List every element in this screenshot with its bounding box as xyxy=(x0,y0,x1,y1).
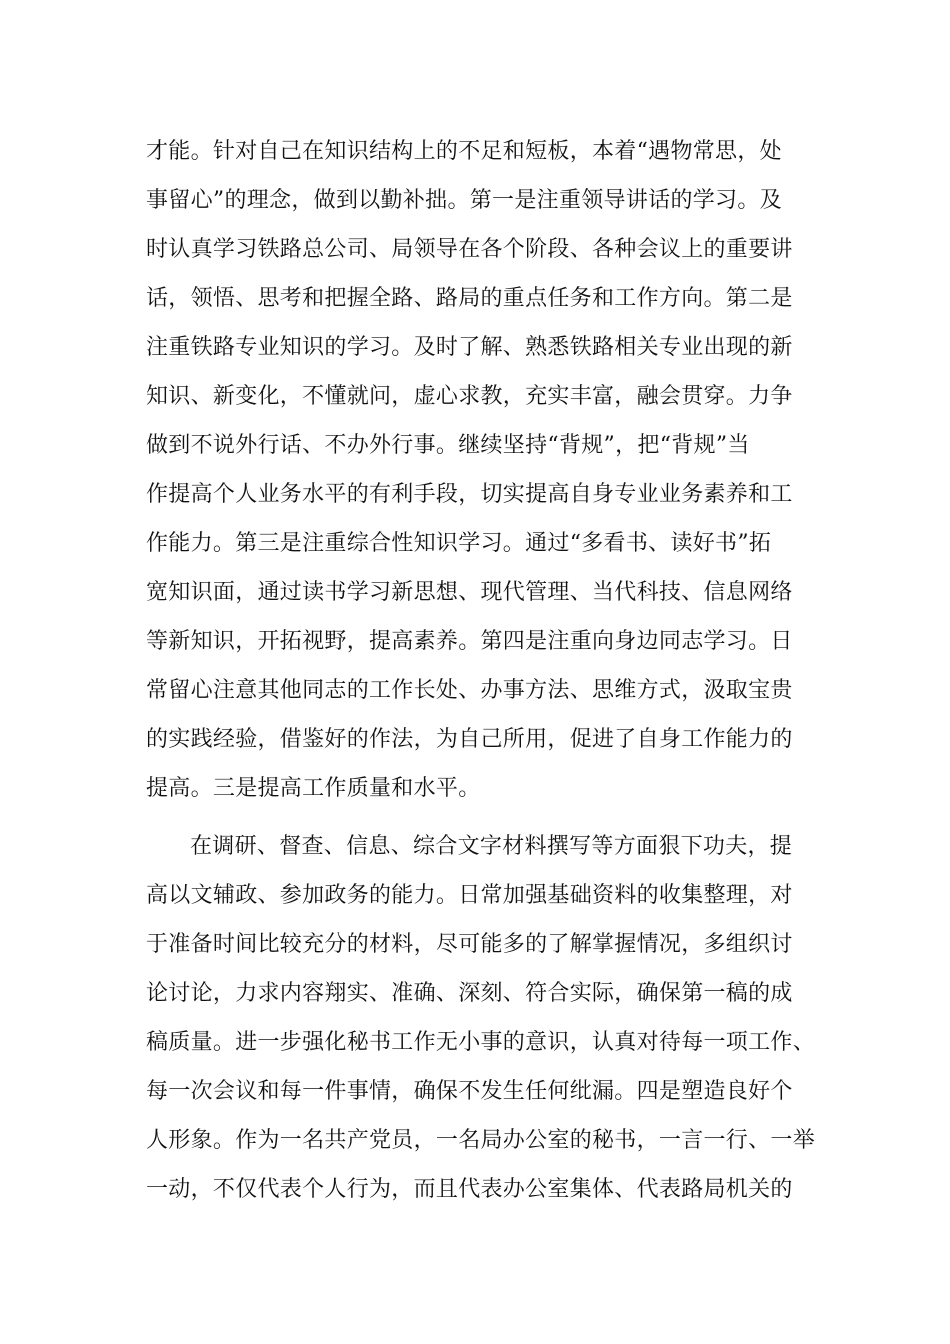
text-line: 知识、新变化，不懂就问，虚心求教，充实丰富，融会贯穿。力争 xyxy=(146,384,793,409)
text-line: 高以文辅政、参加政务的能力。日常加强基础资料的收集整理，对 xyxy=(146,883,793,908)
text-line: 每一次会议和每一件事情，确保不发生任何纰漏。四是塑造良好个 xyxy=(146,1079,793,1104)
text-line: 常留心注意其他同志的工作长处、办事方法、思维方式，汲取宝贵 xyxy=(146,678,793,703)
text-line: 于准备时间比较充分的材料，尽可能多的了解掌握情况，多组织讨 xyxy=(146,932,793,957)
text-line: 才能。针对自己在知识结构上的不足和短板，本着“遇物常思，处 xyxy=(146,139,782,164)
text-line: 等新知识，开拓视野，提高素养。第四是注重向身边同志学习。日 xyxy=(146,629,793,654)
text-line: 稿质量。进一步强化秘书工作无小事的意识，认真对待每一项工作、 xyxy=(146,1030,816,1055)
text-line: 事留心”的理念，做到以勤补拙。第一是注重领导讲话的学习。及 xyxy=(146,188,782,213)
text-line: 做到不说外行话、不办外行事。继续坚持“背规”，把“背规”当 xyxy=(146,433,750,458)
text-line: 作提高个人业务水平的有利手段，切实提高自身专业业务素养和工 xyxy=(146,482,793,507)
text-line: 的实践经验，借鉴好的作法，为自己所用，促进了自身工作能力的 xyxy=(146,727,793,752)
text-line: 提高。三是提高工作质量和水平。 xyxy=(146,776,481,801)
text-line: 一动，不仅代表个人行为，而且代表办公室集体、代表路局机关的 xyxy=(146,1177,793,1202)
text-line: 注重铁路专业知识的学习。及时了解、熟悉铁路相关专业出现的新 xyxy=(146,335,793,360)
paragraph-first-line: 在调研、督查、信息、综合文字材料撰写等方面狠下功夫，提 xyxy=(190,834,793,859)
text-line: 宽知识面，通过读书学习新思想、现代管理、当代科技、信息网络 xyxy=(146,580,793,605)
text-line: 论讨论，力求内容翔实、准确、深刻、符合实际，确保第一稿的成 xyxy=(146,981,793,1006)
text-line: 话，领悟、思考和把握全路、路局的重点任务和工作方向。第二是 xyxy=(146,286,793,311)
text-line: 时认真学习铁路总公司、局领导在各个阶段、各种会议上的重要讲 xyxy=(146,237,793,262)
text-line: 作能力。第三是注重综合性知识学习。通过“多看书、读好书”拓 xyxy=(146,531,772,556)
text-line: 人形象。作为一名共产党员，一名局办公室的秘书，一言一行、一举 xyxy=(146,1128,816,1153)
